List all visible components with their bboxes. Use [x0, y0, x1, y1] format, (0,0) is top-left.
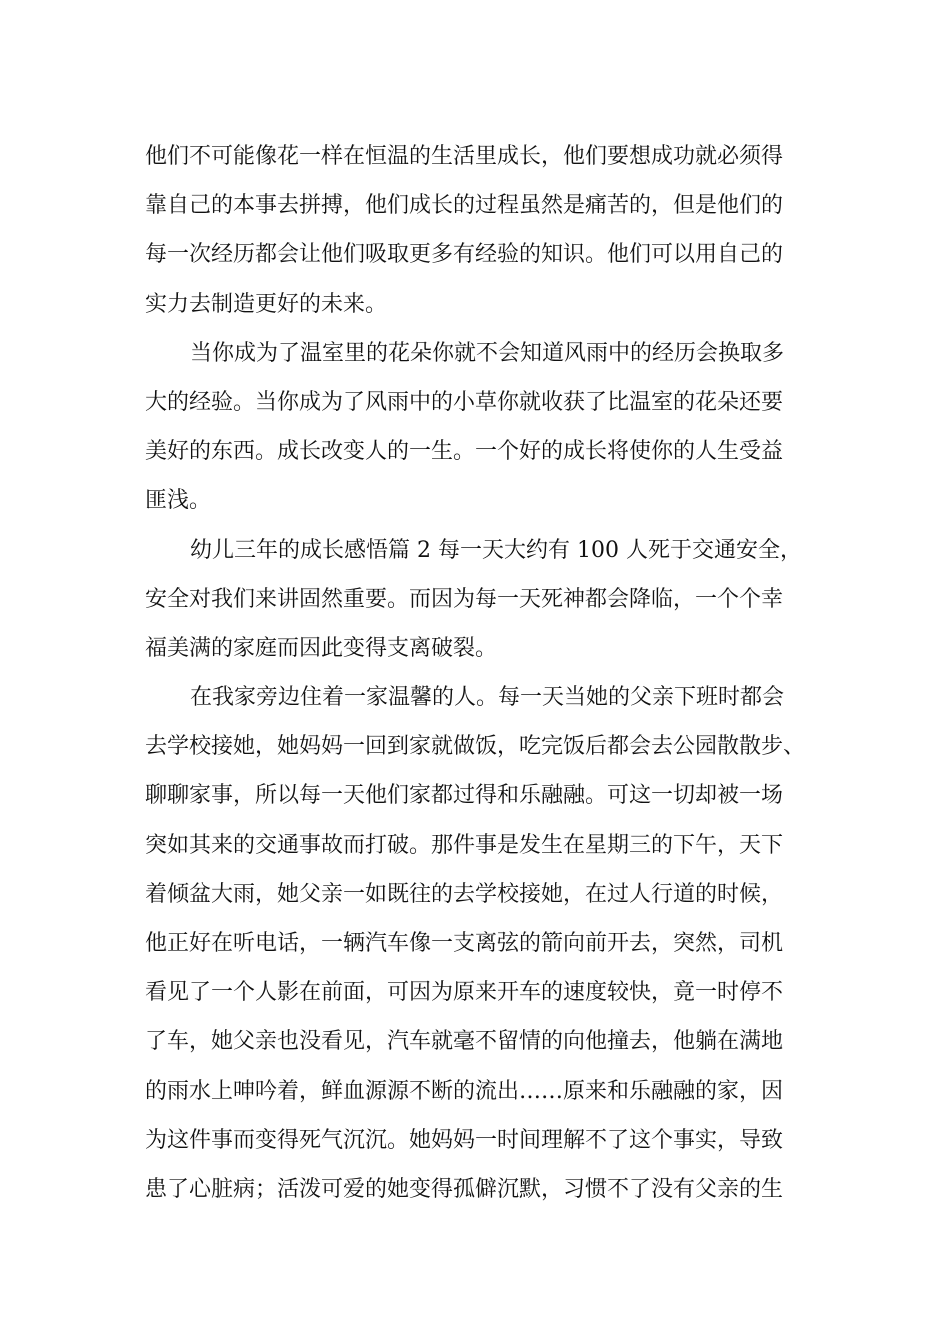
text-line: 聊聊家事，所以每一天他们家都过得和乐融融。可这一切却被一场 — [145, 783, 784, 809]
text-line: 突如其来的交通事故而打破。那件事是发生在星期三的下午，天下 — [145, 832, 784, 858]
body-text — [145, 132, 815, 1214]
text-line: 他正好在听电话，一辆汽车像一支离弦的箭向前开去，突然，司机 — [145, 931, 784, 956]
text-line: 每一次经历都会让他们吸取更多有经验的知识。他们可以用自己的 — [145, 242, 784, 268]
paragraph-start-line: 当你成为了温室里的花朵你就不会知道风雨中的经历会换取多 — [190, 340, 785, 366]
text-line: 着倾盆大雨，她父亲一如既往的去学校接她，在过人行道的时候， — [145, 881, 784, 907]
text-line: 为这件事而变得死气沉沉。她妈妈一时间理解不了这个事实，导致 — [145, 1127, 784, 1153]
paragraph-start-line: 幼儿三年的成长感悟篇 2 每一天大约有 100 人死于交通安全， — [190, 537, 802, 563]
text-line: 安全对我们来讲固然重要。而因为每一天死神都会降临，一个个幸 — [145, 586, 784, 612]
text-line: 去学校接她，她妈妈一回到家就做饭，吃完饭后都会去公园散散步、 — [145, 734, 806, 760]
text-line: 实力去制造更好的未来。 — [145, 291, 388, 317]
text-line: 他们不可能像花一样在恒温的生活里成长，他们要想成功就必须得 — [145, 144, 784, 169]
text-line: 的雨水上呻吟着，鲜血源源不断的流出……原来和乐融融的家，因 — [145, 1078, 784, 1104]
text-line: 患了心脏病；活泼可爱的她变得孤僻沉默，习惯不了没有父亲的生 — [145, 1176, 784, 1202]
text-line: 看见了一个人影在前面，可因为原来开车的速度较快，竟一时停不 — [145, 980, 784, 1006]
text-line: 福美满的家庭而因此变得支离破裂。 — [145, 635, 498, 661]
text-line: 美好的东西。成长改变人的一生。一个好的成长将使你的人生受益 — [145, 439, 784, 465]
text-line: 匪浅。 — [145, 488, 212, 514]
paragraph-start-line: 在我家旁边住着一家温馨的人。每一天当她的父亲下班时都会 — [190, 685, 785, 711]
text-line: 大的经验。当你成为了风雨中的小草你就收获了比温室的花朵还要 — [145, 389, 784, 415]
text-line: 靠自己的本事去拼搏，他们成长的过程虽然是痛苦的，但是他们的 — [145, 193, 784, 219]
text-line: 了车，她父亲也没看见，汽车就毫不留情的向他撞去，他躺在满地 — [145, 1029, 784, 1055]
